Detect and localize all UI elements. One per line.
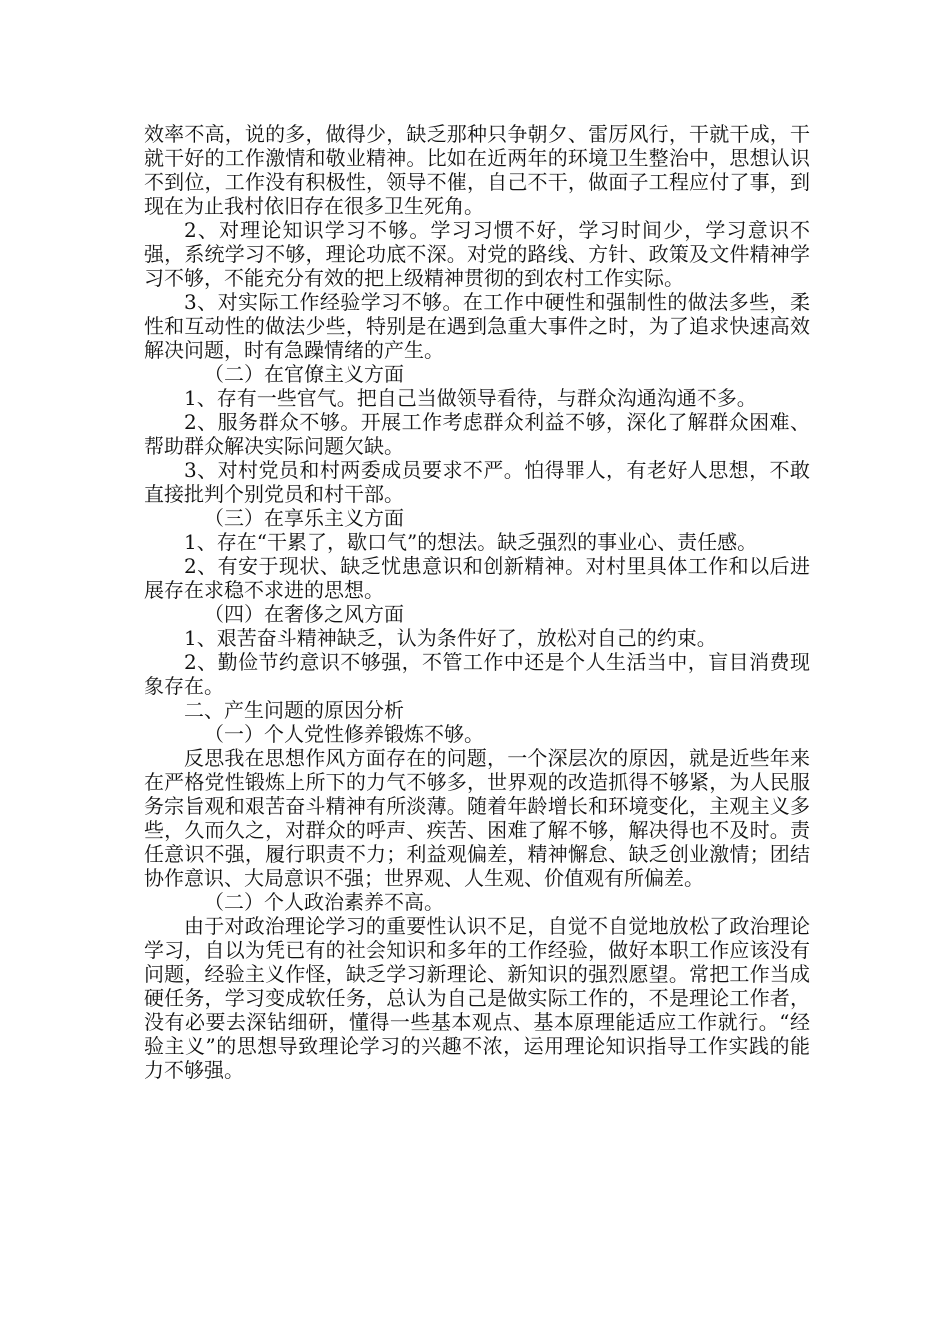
document-body: [144, 122, 810, 1082]
paragraph: 3、对村党员和村两委成员要求不严。怕得罪人，有老好人思想，不敢直接批判个别党员和村干部。: [144, 458, 810, 506]
paragraph: 反思我在思想作风方面存在的问题，一个深层次的原因，就是近些年来在严格党性锻炼上所下的力气不够多，世界观的改造抓得不够紧，为人民服务宗旨观和艰苦奋斗精神有所淡薄。随着年龄增长和环境变化，主观主义多些，久而久之，对群众的呼声、疾苦、困难了解不够，解决得也不及时。责任意识不强，履行职责不力；利益观偏差，精神懈怠、缺乏创业激情；团结协作意识、大局意识不强；世界观、人生观、价值观有所偏差。: [144, 746, 810, 890]
paragraph: 1、存在“干累了，歇口气”的想法。缺乏强烈的事业心、责任感。: [184, 530, 758, 554]
paragraph: 3、对实际工作经验学习不够。在工作中硬性和强制性的做法多些，柔性和互动性的做法少些，特别是在遇到急重大事件之时，为了追求快速高效解决问题，时有急躁情绪的产生。: [144, 290, 810, 362]
paragraph: 效率不高，说的多，做得少，缺乏那种只争朝夕、雷厉风行，干就干成，干就干好的工作激情和敬业精神。比如在近两年的环境卫生整治中，思想认识不到位，工作没有积极性，领导不催，自己不干，做面子工程应付了事，到现在为止我村依旧存在很多卫生死角。: [144, 122, 810, 218]
subsection-heading: （二）个人政治素养不高。: [204, 890, 444, 914]
paragraph: 1、存有一些官气。把自己当做领导看待，与群众沟通沟通不多。: [184, 386, 757, 410]
paragraph: 2、有安于现状、缺乏忧患意识和创新精神。对村里具体工作和以后进展存在求稳不求进的思想。: [144, 554, 810, 602]
section-heading: （二）在官僚主义方面: [204, 362, 404, 386]
paragraph: 1、艰苦奋斗精神缺乏，认为条件好了，放松对自己的约束。: [184, 626, 717, 650]
paragraph: 2、对理论知识学习不够。学习习惯不好，学习时间少，学习意识不强，系统学习不够，理论功底不深。对党的路线、方针、政策及文件精神学习不够，不能充分有效的把上级精神贯彻的到农村工作实际。: [144, 218, 810, 290]
paragraph: 2、勤俭节约意识不够强，不管工作中还是个人生活当中，盲目消费现象存在。: [144, 650, 810, 698]
section-heading: （三）在享乐主义方面: [204, 506, 404, 530]
section-heading: 二、产生问题的原因分析: [184, 698, 404, 722]
paragraph: 由于对政治理论学习的重要性认识不足，自觉不自觉地放松了政治理论学习，自以为凭已有的社会知识和多年的工作经验，做好本职工作应该没有问题，经验主义作怪，缺乏学习新理论、新知识的强烈愿望。常把工作当成硬任务，学习变成软任务，总认为自己是做实际工作的，不是理论工作者，没有必要去深钻细研，懂得一些基本观点、基本原理能适应工作就行。“经验主义”的思想导致理论学习的兴趣不浓，运用理论知识指导工作实践的能力不够强。: [144, 914, 810, 1082]
section-heading: （四）在奢侈之风方面: [204, 602, 404, 626]
paragraph: 2、服务群众不够。开展工作考虑群众利益不够，深化了解群众困难、帮助群众解决实际问题欠缺。: [144, 410, 810, 458]
subsection-heading: （一）个人党性修养锻炼不够。: [204, 722, 484, 746]
